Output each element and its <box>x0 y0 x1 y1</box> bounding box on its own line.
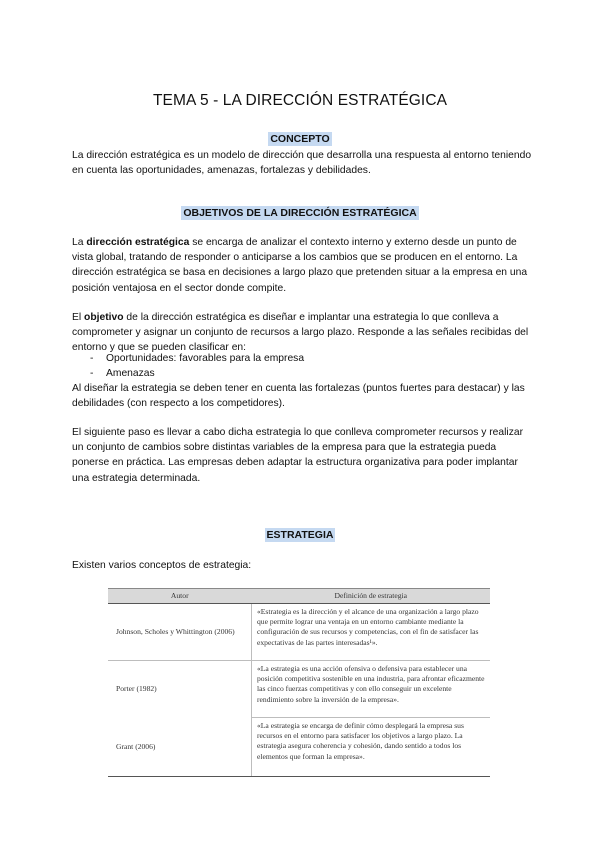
concepto-paragraph: La dirección estratégica es un modelo de dirección que desarrolla una respuesta al entorno teniendo en cuenta las oportunidades, amenazas, fortalezas y debilidades. <box>72 150 532 177</box>
objetivos-paragraph-3: Al diseñar la estrategia se deben tener en cuenta las fortalezas (puntos fuertes para destacar) y las debilidades (con respecto a los competidores). <box>72 383 525 410</box>
table-header-definition: Definición de estrategia <box>252 589 491 604</box>
list-item: - Oportunidades: favorables para la empresa <box>72 351 532 366</box>
estrategia-heading: ESTRATEGIA <box>266 529 334 541</box>
objetivos-paragraph-1: La dirección estratégica se encarga de analizar el contexto interno y externo desde un punto de vista global, tratando de responder o anticiparse a los cambios que se producen en el entorno. La dirección estratégica se basa en decisiones a largo plazo que pretenden situar a la empresa en una posición ventajosa en el sector donde compite. <box>72 237 528 294</box>
table-cell-definition: «Estrategia es la dirección y el alcance de una organización a largo plazo que permite lograr una ventaja en un entorno cambiante mediante la configuración de sus recursos y competencias, con el fin de satisfacer las expectativas de las partes interesadas¹». <box>252 604 491 661</box>
table-header-author: Autor <box>108 589 252 604</box>
bold-term-direccion: dirección estratégica <box>86 237 190 248</box>
objetivos-paragraph-4: El siguiente paso es llevar a cabo dicha estrategia lo que conlleva comprometer recursos y realizar un conjunto de cambios sobre distintas variables de la empresa para que la estrategia pueda ponerse en práctica. Las empresas deben adaptar la estructura organizativa para poder implantar una estrategia determinada. <box>72 427 524 484</box>
page-title: TEMA 5 - LA DIRECCIÓN ESTRATÉGICA <box>152 92 448 109</box>
estrategia-intro: Existen varios conceptos de estrategia: <box>72 560 252 571</box>
table-cell-author: Johnson, Scholes y Whittington (2006) <box>108 604 252 661</box>
table-cell-author: Porter (1982) <box>108 661 252 718</box>
table-row <box>108 661 490 718</box>
table-cell-author: Grant (2006) <box>108 718 252 777</box>
signals-list <box>72 351 532 381</box>
list-item: - Amenazas <box>72 366 532 381</box>
table-cell-definition: «La estrategia es una acción ofensiva o defensiva para establecer una posición competitiva sostenible en una industria, para afrontar eficazmente las cinco fuerzas competitivas y con ello conseguir un excelente rendimiento sobre la inversión de la empresa». <box>257 664 485 704</box>
bold-term-objetivo: objetivo <box>84 312 124 323</box>
table-cell-definition: «La estrategia se encarga de definir cómo desplegará la empresa sus recursos en el entorno para satisfacer los objetivos a largo plazo. La estrategia asegura coherencia y cohesión, dando sentido a todos los elementos que forman la empresa». <box>252 718 491 777</box>
objetivos-heading: OBJETIVOS DE LA DIRECCIÓN ESTRATÉGICA <box>183 207 417 219</box>
objetivos-paragraph-2: El objetivo de la dirección estratégica es diseñar e implantar una estrategia lo que conlleva a comprometer y asignar un conjunto de recursos a largo plazo. Responde a las señales recibidas del entorno y que se pueden clasificar en: <box>72 312 529 354</box>
concepto-heading: CONCEPTO <box>270 133 330 145</box>
strategy-definitions-table <box>108 588 490 777</box>
table-row <box>108 718 490 777</box>
table-row <box>108 604 490 661</box>
